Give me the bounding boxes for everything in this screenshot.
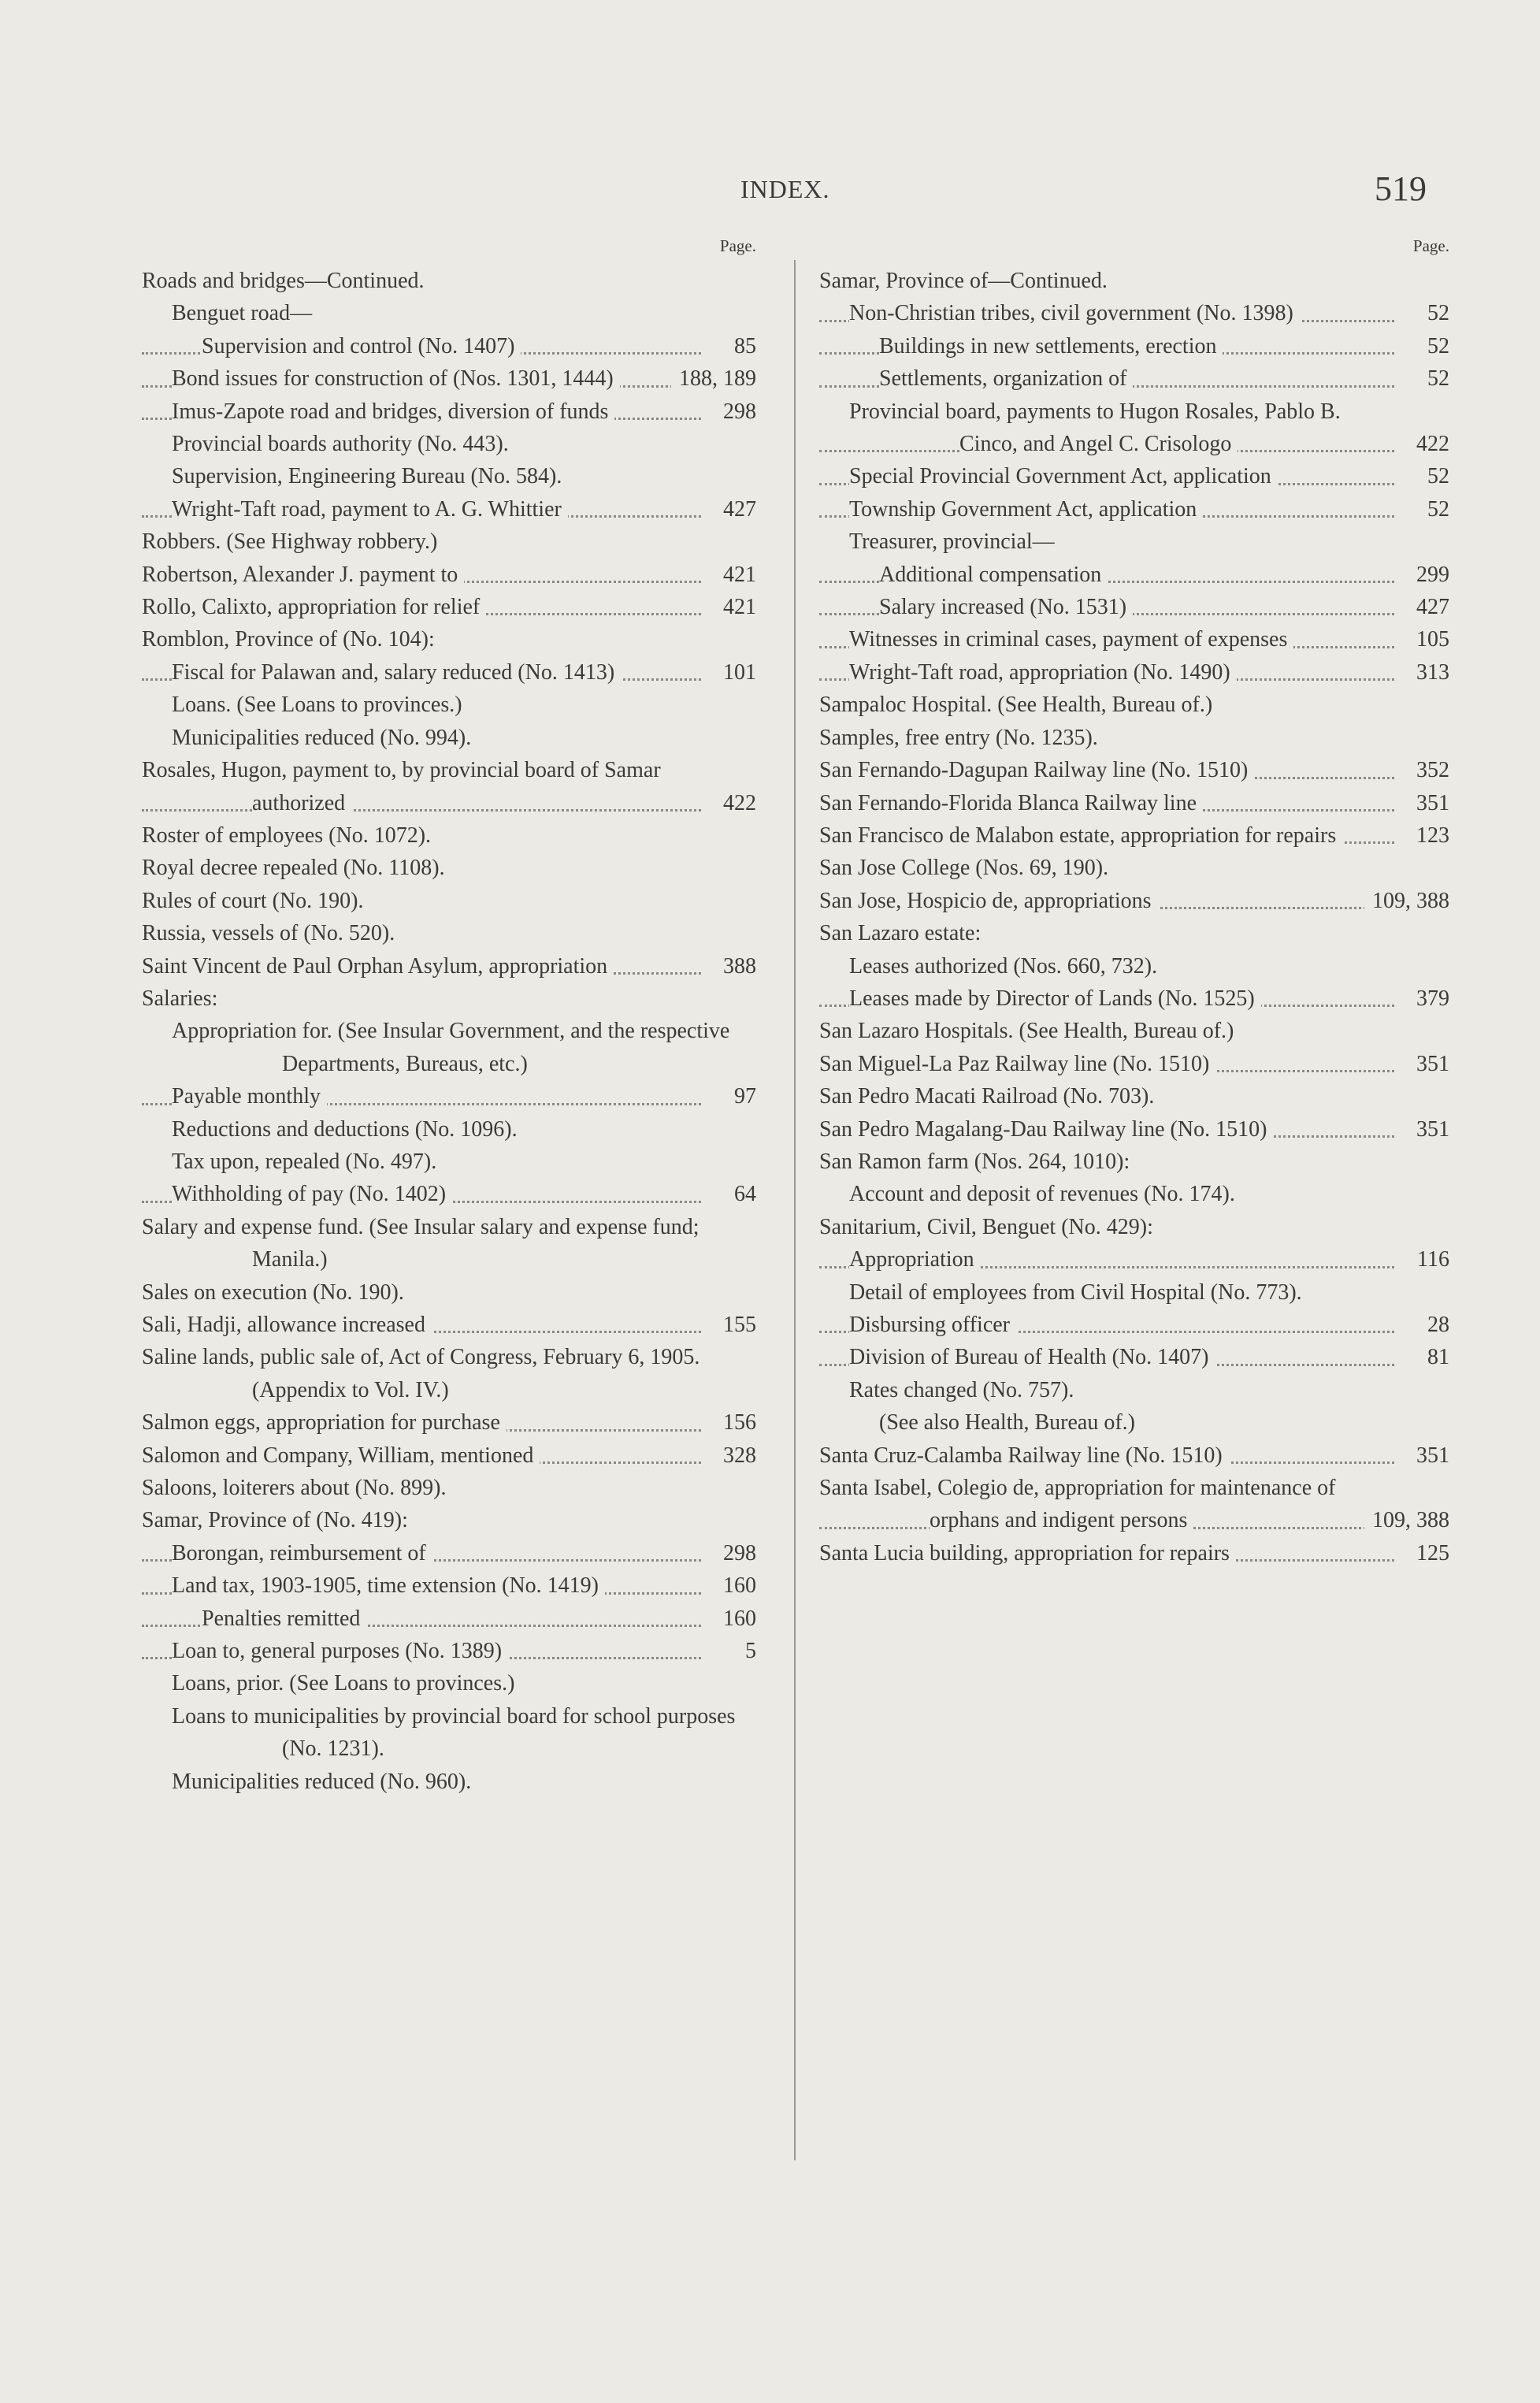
entry-text: Rates changed (No. 757). [849,1377,1074,1402]
index-entry [142,1015,756,1080]
index-entry [819,852,1449,884]
entry-text: (See also Health, Bureau of.) [879,1410,1135,1435]
index-entry [142,1766,756,1798]
entry-text: Imus-Zapote road and bridges, diversion of funds [172,399,614,424]
entry-page-number: 188, 189 [671,362,756,395]
entry-text: Loan to, general purposes (No. 1389) [172,1639,508,1663]
index-entry [819,396,1449,461]
entry-text: Sanitarium, Civil, Benguet (No. 429): [819,1214,1153,1239]
entry-page-number: 116 [1409,1243,1449,1276]
index-entry [819,1276,1449,1309]
left-entries [142,265,756,1798]
index-entry [142,917,756,949]
entry-page-number: 101 [715,656,756,689]
entry-page-number: 156 [715,1406,756,1439]
index-entry [819,656,1449,689]
entry-text: Supervision and control (No. 1407) [202,334,521,358]
index-entry [142,722,756,754]
entry-page-number: 105 [1408,623,1449,656]
entry-text: Salomon and Company, William, mentioned [142,1443,540,1468]
entry-text: Sali, Hadji, allowance increased [142,1313,432,1337]
index-entry [142,1504,756,1536]
index-entry [142,1569,756,1602]
index-entry [142,754,756,819]
entry-page-number: 351 [1408,1048,1449,1080]
entry-text: Loans to municipalities by provincial board for school purposes (No. 1231). [172,1703,736,1762]
index-entry [819,754,1449,786]
index-entry [819,362,1449,395]
entry-text: Santa Lucia building, appropriation for repairs [819,1541,1236,1565]
entry-page-number: 52 [1419,297,1449,329]
column-divider [794,260,796,2160]
entry-text: San Pedro Macati Railroad (No. 703). [819,1084,1155,1109]
entry-text: Additional compensation [879,563,1108,587]
index-entry [819,885,1449,917]
entry-text: San Jose, Hospicio de, appropriations [819,889,1158,913]
entry-text: Benguet road— [172,301,313,326]
entry-text: Tax upon, repealed (No. 497). [172,1149,437,1174]
entry-text: Samar, Province of (No. 419): [142,1508,408,1533]
entry-page-number: 64 [726,1178,756,1210]
entry-text: Russia, vessels of (No. 520). [142,921,395,946]
index-entry [142,1537,756,1569]
entry-text: Samples, free entry (No. 1235). [819,725,1098,750]
entry-text: San Jose College (Nos. 69, 190). [819,856,1109,881]
entry-page-number: 298 [715,1537,756,1569]
index-entry [142,1211,756,1276]
index-entry [142,460,756,492]
entry-text: Romblon, Province of (No. 104): [142,627,435,652]
index-entry [142,1080,756,1112]
entry-page-number: 313 [1408,656,1449,689]
entry-page-number: 160 [715,1569,756,1602]
entry-text: Township Government Act, application [849,497,1203,522]
entry-text: Rules of court (No. 190). [142,888,364,913]
entry-text: Provincial boards authority (No. 443). [172,432,509,457]
index-entry [819,722,1449,754]
index-entry [819,297,1449,329]
index-entry [819,330,1449,362]
index-entry [142,1667,756,1699]
index-entry [819,787,1449,819]
index-entry [819,689,1449,721]
entry-text: Saint Vincent de Paul Orphan Asylum, appropriation [142,954,614,979]
entry-text: Borongan, reimbursement of [172,1541,432,1565]
index-entry [819,1309,1449,1341]
entry-page-number: 123 [1408,819,1449,852]
entry-text: Account and deposit of revenues (No. 174). [849,1182,1235,1207]
entry-page-number: 421 [715,559,756,591]
entry-page-number: 388 [715,950,756,982]
entry-page-number: 351 [1408,1439,1449,1472]
index-entry [142,265,756,297]
entry-text: Sales on execution (No. 190). [142,1279,404,1305]
entry-text: Saline lands, public sale of, Act of Congress, February 6, 1905. (Appendix to Vol. IV.) [142,1345,700,1402]
index-entry [819,591,1449,623]
entry-text: Rosales, Hugon, payment to, by provincial board of Samar authorized [142,758,661,815]
entry-text: Loans. (See Loans to provinces.) [172,693,462,718]
entry-text: Supervision, Engineering Bureau (No. 584). [172,464,562,489]
index-entry [142,1472,756,1504]
entry-text: Wright-Taft road, payment to A. G. Whittier [172,497,568,522]
entry-text: San Lazaro estate: [819,921,982,946]
index-entry [142,885,756,917]
index-entry [142,689,756,721]
index-entry [819,819,1449,852]
entry-page-number: 28 [1419,1309,1449,1341]
entry-text: Loans, prior. (See Loans to provinces.) [172,1671,515,1696]
entry-text: Salary increased (No. 1531) [879,595,1133,619]
entry-text: Bond issues for construction of (Nos. 1301, 1444) [172,366,620,391]
entry-text: Salary and expense fund. (See Insular salary and expense fund; Manila.) [142,1214,699,1272]
entry-text: Land tax, 1903-1905, time extension (No. 1419) [172,1573,605,1598]
entry-text: Saloons, loiterers about (No. 899). [142,1476,447,1501]
index-entry [819,1048,1449,1080]
index-entry [819,950,1449,982]
index-entry [142,362,756,395]
entry-page-number: 422 [715,787,756,819]
entry-page-number: 81 [1419,1341,1449,1373]
entry-text: Payable monthly [172,1084,327,1109]
entry-text: Witnesses in criminal cases, payment of expenses [849,627,1293,652]
entry-text: San Francisco de Malabon estate, appropriation for repairs [819,823,1342,848]
index-entry [819,493,1449,526]
entry-text: Settlements, organization of [879,366,1133,391]
entry-text: Detail of employees from Civil Hospital (No. 773). [849,1279,1302,1305]
entry-page-number: 52 [1419,460,1449,492]
index-entry [142,591,756,623]
page-number: 519 [1375,169,1427,208]
entry-text: Non-Christian tribes, civil government (No. 1398) [849,301,1300,325]
entry-text: Roads and bridges—Continued. [142,269,425,293]
index-entry [819,1243,1449,1276]
index-entry [819,559,1449,591]
index-entry [142,1341,756,1406]
entry-text: Wright-Taft road, appropriation (No. 1490) [849,660,1237,685]
index-entry [142,950,756,982]
right-entries [819,265,1449,1569]
entry-text: San Pedro Magalang-Dau Railway line (No. 1510) [819,1117,1273,1142]
entry-page-number: 52 [1419,330,1449,362]
left-column [142,236,756,1798]
index-entry [819,917,1449,949]
index-entry [819,526,1449,558]
entry-text: Penalties remitted [202,1606,366,1631]
entry-text: Robertson, Alexander J. payment to [142,563,464,587]
page-column-label [142,236,756,254]
entry-page-number: 299 [1408,559,1449,591]
index-entry [819,1015,1449,1047]
entry-text: Rollo, Calixto, appropriation for relief [142,595,486,619]
entry-page-number: 52 [1419,493,1449,526]
index-entry [819,1341,1449,1373]
entry-page-number: 109, 388 [1364,885,1449,917]
index-entry [142,1276,756,1309]
index-entry [142,1178,756,1210]
index-entry [819,265,1449,297]
index-entry [142,526,756,558]
entry-page-number: 52 [1419,362,1449,395]
index-entry [142,1439,756,1472]
entry-page-number: 379 [1408,982,1449,1015]
entry-page-number: 5 [737,1635,756,1667]
index-entry [142,1603,756,1635]
index-entry [142,819,756,852]
entry-page-number: 351 [1408,787,1449,819]
entry-text: Sampaloc Hospital. (See Health, Bureau of.) [819,693,1213,718]
index-entry [819,1146,1449,1178]
entry-text: Reductions and deductions (No. 1096). [172,1116,518,1142]
index-entry [819,623,1449,656]
entry-text: Salaries: [142,986,218,1011]
entry-page-number: 97 [726,1080,756,1112]
running-head: INDEX. [740,175,830,203]
index-entry [819,1537,1449,1569]
entry-text: Santa Isabel, Colegio de, appropriation for maintenance of orphans and indigent persons [819,1476,1336,1533]
right-column [819,236,1449,1569]
entry-page-number: 298 [715,396,756,428]
index-entry [142,1146,756,1178]
index-entry [142,1309,756,1341]
entry-text: Provincial board, payments to Hugon Rosales, Pablo B. Cinco, and Angel C. Crisologo [849,399,1341,457]
entry-page-number: 85 [726,330,756,362]
index-entry [819,1439,1449,1472]
index-entry [142,852,756,884]
entry-text: Roster of employees (No. 1072). [142,823,432,848]
page-label: Page. [719,236,756,255]
entry-page-number: 109, 388 [1364,1504,1449,1536]
entry-text: Municipalities reduced (No. 994). [172,725,472,750]
index-entry [142,623,756,656]
entry-text: Santa Cruz-Calamba Railway line (No. 1510) [819,1443,1229,1468]
entry-page-number: 427 [1408,591,1449,623]
entry-text: San Lazaro Hospitals. (See Health, Bureau of.) [819,1019,1234,1044]
index-entry [142,330,756,362]
index-entry [142,493,756,526]
entry-text: San Fernando-Dagupan Railway line (No. 1510) [819,758,1254,782]
index-entry [819,1178,1449,1210]
index-entry [142,982,756,1015]
index-entry [142,1700,756,1766]
entry-page-number: 422 [1408,428,1449,460]
entry-text: Appropriation for. (See Insular Government, and the respective Departments, Bureaus, etc.) [172,1019,730,1076]
entry-page-number: 427 [715,493,756,526]
entry-page-number: 351 [1408,1113,1449,1146]
index-entry [142,559,756,591]
entry-text: Samar, Province of—Continued. [819,269,1108,293]
index-entry [142,1635,756,1667]
index-entry [142,1113,756,1146]
index-entry [142,428,756,460]
entry-page-number: 352 [1408,754,1449,786]
index-entry [819,982,1449,1015]
entry-text: Leases authorized (Nos. 660, 732). [849,953,1158,979]
index-entry [819,1472,1449,1537]
index-entry [819,460,1449,492]
page-column-label [819,236,1449,254]
entry-text: Royal decree repealed (No. 1108). [142,856,445,881]
entry-text: Division of Bureau of Health (No. 1407) [849,1345,1215,1369]
entry-text: Fiscal for Palawan and, salary reduced (No. 1413) [172,660,621,685]
index-entry [142,396,756,428]
index-entry [142,1406,756,1439]
entry-page-number: 155 [715,1309,756,1341]
entry-text: Special Provincial Government Act, application [849,464,1278,488]
entry-page-number: 421 [715,591,756,623]
entry-text: San Ramon farm (Nos. 264, 1010): [819,1149,1130,1174]
entry-text: Treasurer, provincial— [849,529,1055,555]
index-entry [819,1406,1449,1439]
entry-text: San Miguel-La Paz Railway line (No. 1510) [819,1052,1215,1076]
entry-page-number: 160 [715,1603,756,1635]
index-entry [819,1113,1449,1146]
index-entry [819,1374,1449,1406]
index-entry [819,1211,1449,1243]
entry-text: Disbursing officer [849,1313,1016,1337]
entry-text: Withholding of pay (No. 1402) [172,1182,452,1206]
entry-text: Salmon eggs, appropriation for purchase [142,1410,507,1435]
page-label: Page. [1412,236,1449,255]
entry-text: San Fernando-Florida Blanca Railway line [819,791,1203,815]
entry-text: Robbers. (See Highway robbery.) [142,529,438,555]
entry-text: Appropriation [849,1247,981,1272]
index-entry [142,297,756,329]
entry-page-number: 125 [1408,1537,1449,1569]
entry-text: Leases made by Director of Lands (No. 1525) [849,986,1261,1011]
entry-text: Municipalities reduced (No. 960). [172,1769,472,1794]
index-entry [819,1080,1449,1112]
entry-text: Buildings in new settlements, erection [879,334,1223,358]
entry-page-number: 328 [715,1439,756,1472]
index-entry [142,656,756,689]
